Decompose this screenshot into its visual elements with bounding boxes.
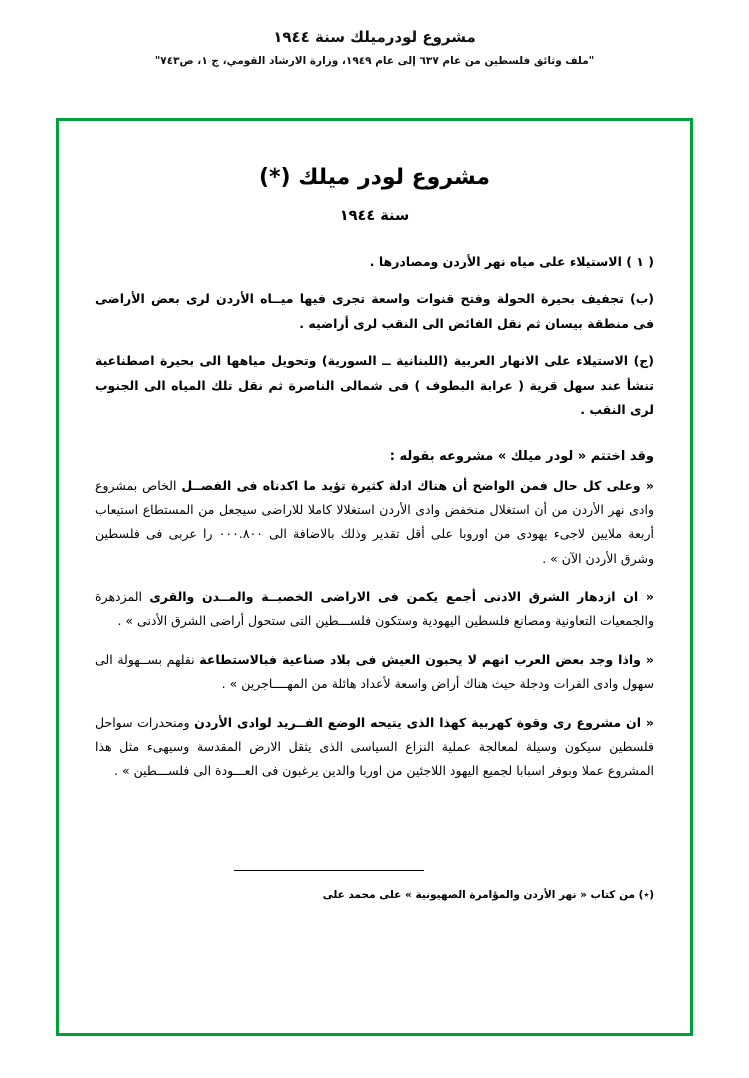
header-title: مشروع لودرميلك سنة ١٩٤٤ (273, 28, 476, 46)
quote-4-rest: ومنحدرات سواحل فلسطين سيكون وسيلة لمعالجة عملية النزاع السياسى الذى يثقل الارض المقدسة وسيهىء مثل هذا المشروع عملا وبوفر اسبابا لجميع اليهود اللاجئين من اوربا والدين يرغبون فى العـــودة الى فلســـطين » . (95, 714, 654, 779)
footnote-text: (٭) من كتاب « نهر الأردن والمؤامرة الصهيونية » على محمد على (322, 889, 654, 902)
paragraph-a: ( ١ ) الاستيلاء على مياه نهر الأردن ومصادرها . (369, 254, 654, 269)
quote-3-rest: نقلهم بســهولة الى سهول وادى الفرات ودجلة حيث هناك أراض واسعة لأعداد هائلة من المهــــاجرين » . (95, 651, 654, 692)
quote-4-lead: « ان مشروع رى وقوة كهربية كهذا الذى يتيحه الوضع الفــريد لوادى الأردن (194, 714, 654, 730)
document-content (95, 250, 654, 1026)
page-header (0, 0, 749, 67)
quote-1-rest: الخاص بمشروع وادى نهر الأردن من أن استغلال منخفض وادى الأردن استغلالا كاملا للاراضى سيجعل من المستطاع استيعاب أربعة ملايين لاجىء يهودى من اوروبا على أقل تقدير وذلك بالاضافة الى ٠٠٠.٨٠٠ را عربى فى فلسطين وشرق الأردن الآن » . (95, 477, 654, 566)
paragraph-b: (ب) تجفيف بحيرة الحولة وفتح قنوات واسعة تجرى فيها ميــاه الأردن لرى بعض الأراضى فى منطقة بيسان ثم نقل الفائض الى النقب لرى أراضيه . (95, 291, 654, 331)
document-frame (56, 118, 693, 1036)
document-body (59, 121, 690, 1026)
header-source: "ملف وثائق فلسطين من عام ٦٣٧ إلى عام ١٩٤٩، وزارة الارشاد القومي، ج ١، ص٧٤٣" (154, 55, 595, 67)
footnote-divider (234, 870, 424, 872)
quote-2 (95, 585, 654, 634)
document-title: مشروع لودر ميلك (*) (258, 165, 491, 190)
quote-3-lead: « واذا وجد بعض العرب انهم لا يحبون العيش فى بلاد صناعية فبالاستطاعة (199, 651, 654, 667)
closing-line: وقد اختتم « لودر ميلك » مشروعه بقوله : (389, 449, 654, 465)
paragraph-c: (ج) الاستيلاء على الانهار العربية (اللبنانية ــ السورية) وتحويل مياهها الى بحيرة اصطناعية تنشأ عند سهل قرية ( عرابة البطوف ) فى شمالى الناصرة ثم نقل تلك المياه الى الجنوب لرى النقب . (95, 353, 654, 417)
document-subtitle: سنة ١٩٤٤ (339, 208, 410, 224)
bottom-spacer (95, 906, 654, 1026)
quote-4 (95, 711, 654, 784)
quote-1-lead: « وعلى كل حال فمن الواضح أن هناك ادلة كثيرة تؤيد ما اكدناه فى الفصــل (181, 477, 654, 493)
quote-2-rest: المزدهرة والجمعيات التعاونية ومصانع فلسطين اليهودية وستكون فلســـطين التى ستحول أراضى الشرق الأدنى » . (95, 589, 654, 629)
quote-1 (95, 474, 654, 572)
quote-3 (95, 648, 654, 697)
quote-2-lead: « ان ازدهار الشرق الادنى أجمع يكمن فى الاراضى الخصبــة والمــدن والقرى (149, 589, 654, 605)
